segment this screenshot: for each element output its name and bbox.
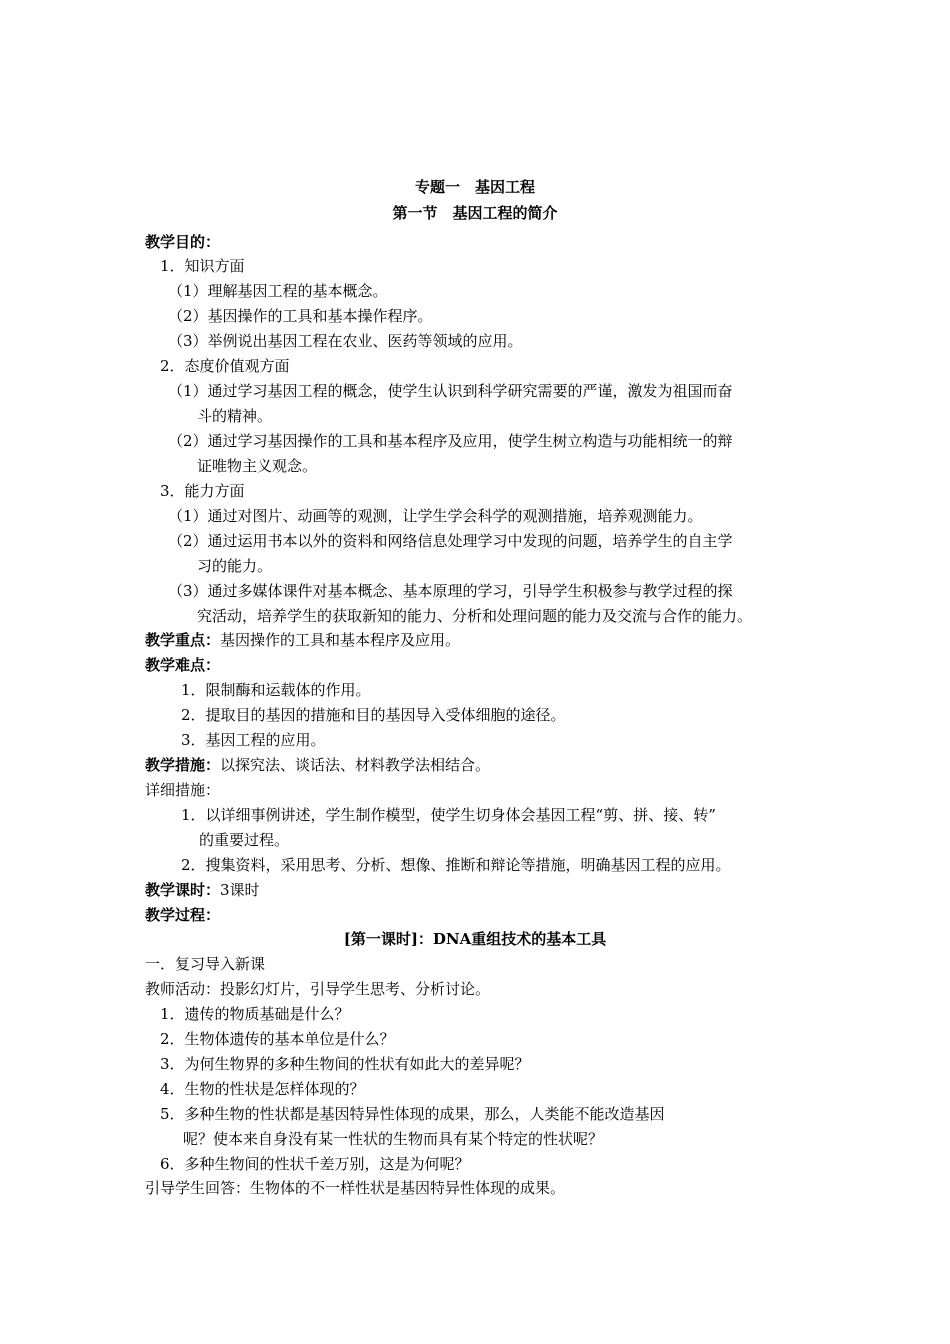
teaching-hours-text: 3课时 <box>220 881 260 899</box>
chapter-title: 专题一 基因工程 <box>414 178 535 196</box>
key-points-label: 教学重点： <box>145 631 221 649</box>
knowledge-item: （1）理解基因工程的基本概念。 <box>168 282 388 300</box>
detailed-item: 2．搜集资料，采用思考、分析、想像、推断和辩论等措施，明确基因工程的应用。 <box>181 856 731 874</box>
objectives-heading: 教学目的： <box>145 233 221 251</box>
knowledge-item: （2）基因操作的工具和基本操作程序。 <box>168 307 433 325</box>
process-heading: 教学过程： <box>145 906 221 924</box>
teaching-methods-label: 教学措施： <box>145 756 221 774</box>
ability-item-cont: 习的能力。 <box>197 557 273 575</box>
ability-item: （2）通过运用书本以外的资料和网络信息处理学习中发现的问题，培养学生的自主学 <box>168 532 733 550</box>
knowledge-item: （3）举例说出基因工程在农业、医药等领域的应用。 <box>168 332 523 350</box>
review-question-cont: 呢？使本来自身没有某一性状的生物而具有某个特定的性状呢？ <box>183 1130 604 1148</box>
review-question: 3．为何生物界的多种生物间的性状有如此大的差异呢？ <box>160 1055 530 1073</box>
ability-item: （3）通过多媒体课件对基本概念、基本原理的学习，引导学生积极参与教学过程的探 <box>168 582 733 600</box>
key-points-text: 基因操作的工具和基本程序及应用。 <box>220 631 461 649</box>
teacher-activity: 教师活动：投影幻灯片，引导学生思考、分析讨论。 <box>145 980 491 998</box>
key-points <box>145 630 460 650</box>
detailed-item: 1．以详细事例讲述，学生制作模型，使学生切身体会基因工程“剪、拼、接、转” <box>181 806 716 824</box>
attitude-item-cont: 证唯物主义观念。 <box>197 457 318 475</box>
attitude-title: 2．态度价值观方面 <box>160 357 290 375</box>
lesson1-title: [第一课时]：DNA重组技术的基本工具 <box>343 930 607 948</box>
knowledge-title: 1．知识方面 <box>160 257 245 275</box>
ability-item: （1）通过对图片、动画等的观测，让学生学会科学的观测措施，培养观测能力。 <box>168 507 703 525</box>
attitude-item: （2）通过学习基因操作的工具和基本程序及应用，使学生树立构造与功能相统一的辩 <box>168 432 733 450</box>
review-question: 6．多种生物间的性状千差万别，这是为何呢？ <box>160 1155 470 1173</box>
review-heading: 一．复习导入新课 <box>145 955 266 973</box>
student-answer: 引导学生回答：生物体的不一样性状是基因特异性体现的成果。 <box>145 1179 566 1197</box>
ability-title: 3．能力方面 <box>160 482 245 500</box>
section-title: 第一节 基因工程的简介 <box>392 204 558 222</box>
difficulty-item: 1．限制酶和运载体的作用。 <box>181 681 371 699</box>
review-question: 2．生物体遗传的基本单位是什么？ <box>160 1030 395 1048</box>
attitude-item-cont: 斗的精神。 <box>197 407 273 425</box>
ability-item-cont: 究活动，培养学生的获取新知的能力、分析和处理问题的能力及交流与合作的能力。 <box>197 607 753 625</box>
teaching-methods-text: 以探究法、谈话法、材料教学法相结合。 <box>220 756 491 774</box>
review-question: 4．生物的性状是怎样体现的？ <box>160 1080 365 1098</box>
review-question: 1．遗传的物质基础是什么？ <box>160 1005 350 1023</box>
teaching-methods <box>145 755 490 775</box>
teaching-hours <box>145 880 260 900</box>
review-question: 5．多种生物的性状都是基因特异性体现的成果，那么，人类能不能改造基因 <box>160 1105 665 1123</box>
difficulties-heading: 教学难点： <box>145 656 221 674</box>
difficulty-item: 2．提取目的基因的措施和目的基因导入受体细胞的途径。 <box>181 706 566 724</box>
detailed-heading: 详细措施： <box>145 781 221 799</box>
difficulty-item: 3．基因工程的应用。 <box>181 731 326 749</box>
detailed-item-cont: 的重要过程。 <box>199 831 290 849</box>
teaching-hours-label: 教学课时： <box>145 881 221 899</box>
attitude-item: （1）通过学习基因工程的概念，使学生认识到科学研究需要的严谨，激发为祖国而奋 <box>168 382 733 400</box>
